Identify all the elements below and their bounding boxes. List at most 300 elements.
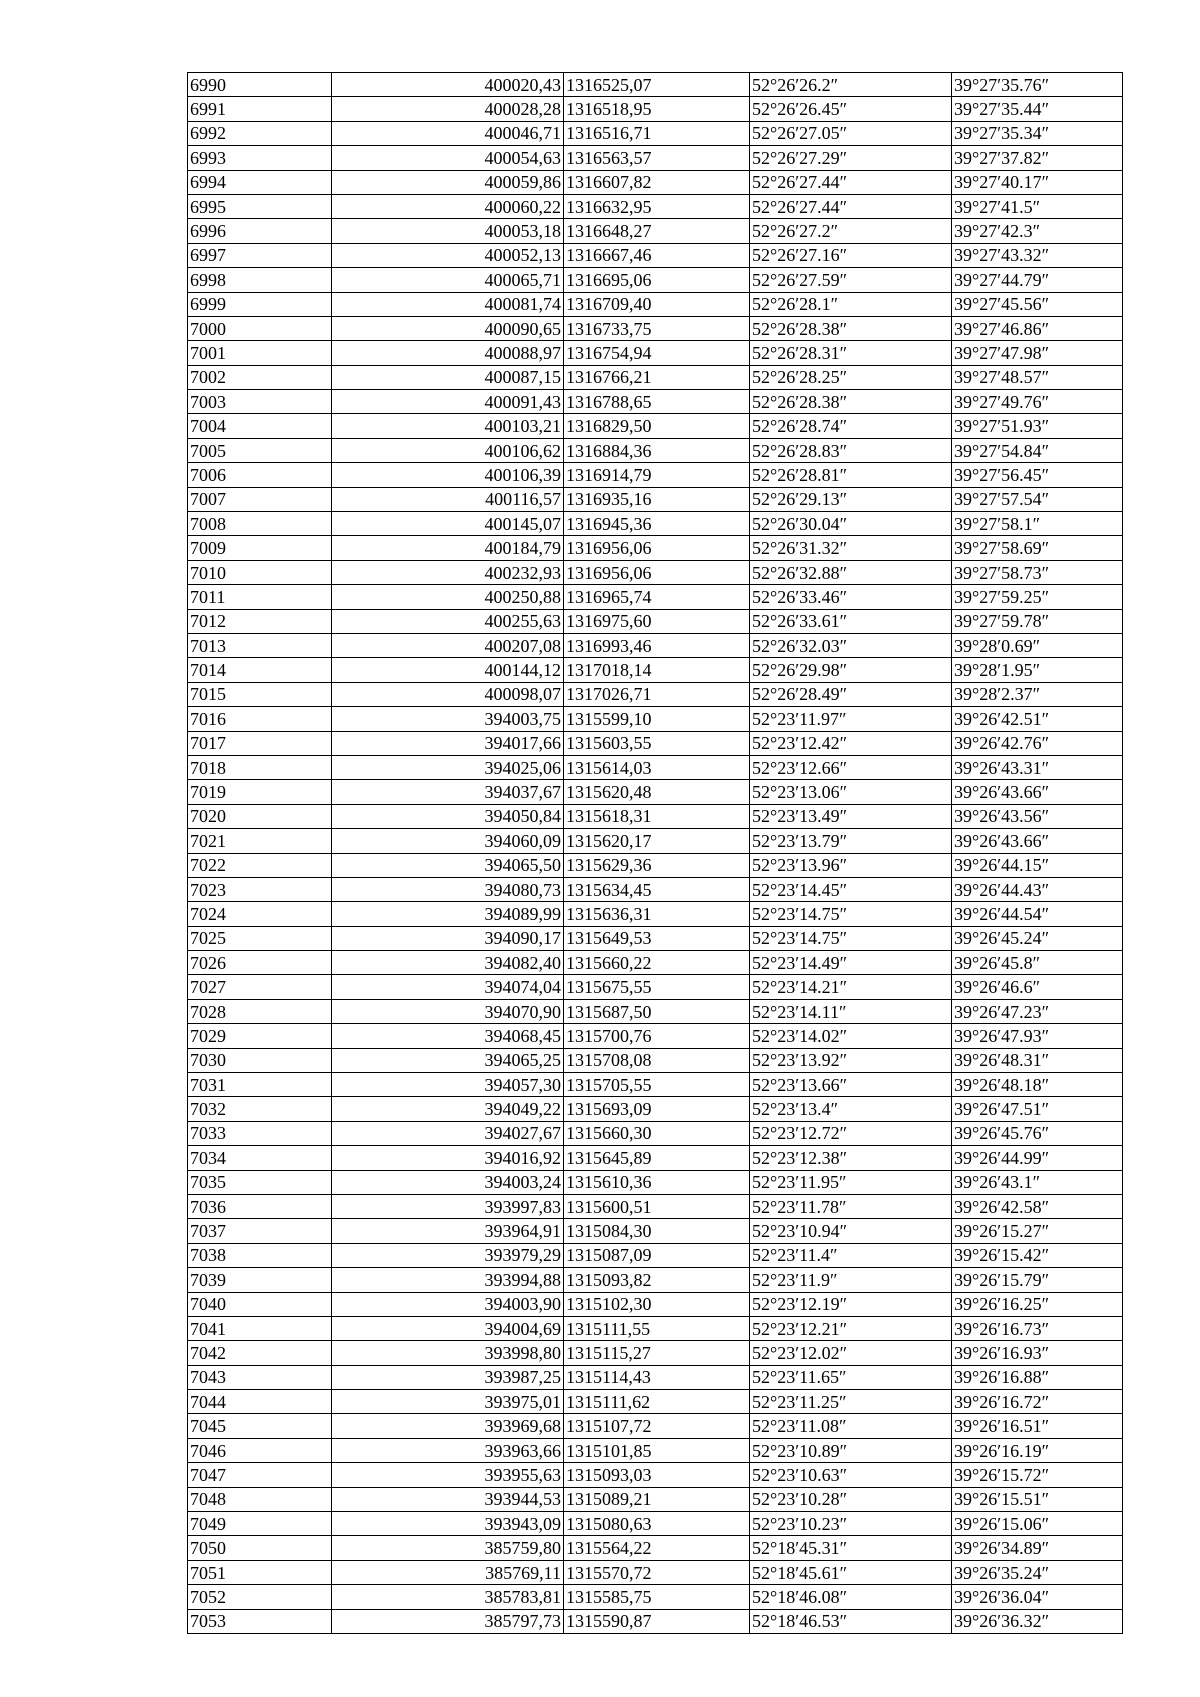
table-row [188, 1585, 1123, 1609]
x-coordinate-cell: 400028,28 [332, 97, 564, 121]
y-coordinate-cell: 1316956,06 [564, 536, 750, 560]
longitude-cell: 39°26′36.04″ [952, 1585, 1123, 1609]
latitude-cell: 52°23′13.79″ [750, 829, 952, 853]
y-coordinate-cell: 1315080,63 [564, 1512, 750, 1536]
x-coordinate-cell: 400103,21 [332, 414, 564, 438]
latitude-cell: 52°26′28.38″ [750, 316, 952, 340]
y-coordinate-cell: 1315101,85 [564, 1438, 750, 1462]
latitude-cell: 52°18′45.31″ [750, 1536, 952, 1560]
y-coordinate-cell: 1315620,17 [564, 829, 750, 853]
latitude-cell: 52°26′29.98″ [750, 658, 952, 682]
table-row [188, 243, 1123, 267]
latitude-cell: 52°26′28.83″ [750, 438, 952, 462]
y-coordinate-cell: 1316914,79 [564, 463, 750, 487]
latitude-cell: 52°23′12.72″ [750, 1121, 952, 1145]
latitude-cell: 52°26′31.32″ [750, 536, 952, 560]
y-coordinate-cell: 1316975,60 [564, 609, 750, 633]
x-coordinate-cell: 385769,11 [332, 1560, 564, 1584]
x-coordinate-cell: 400059,86 [332, 170, 564, 194]
table-row [188, 1097, 1123, 1121]
longitude-cell: 39°26′48.18″ [952, 1073, 1123, 1097]
longitude-cell: 39°26′44.99″ [952, 1146, 1123, 1170]
latitude-cell: 52°23′11.08″ [750, 1414, 952, 1438]
point-number-cell: 7032 [188, 1097, 332, 1121]
longitude-cell: 39°26′48.31″ [952, 1048, 1123, 1072]
latitude-cell: 52°18′46.53″ [750, 1609, 952, 1633]
point-number-cell: 7020 [188, 804, 332, 828]
x-coordinate-cell: 400046,71 [332, 121, 564, 145]
y-coordinate-cell: 1316667,46 [564, 243, 750, 267]
point-number-cell: 7033 [188, 1121, 332, 1145]
y-coordinate-cell: 1315620,48 [564, 780, 750, 804]
latitude-cell: 52°26′32.03″ [750, 633, 952, 657]
y-coordinate-cell: 1316956,06 [564, 560, 750, 584]
point-number-cell: 7019 [188, 780, 332, 804]
point-number-cell: 7017 [188, 731, 332, 755]
y-coordinate-cell: 1315645,89 [564, 1146, 750, 1170]
latitude-cell: 52°23′12.19″ [750, 1292, 952, 1316]
y-coordinate-cell: 1315590,87 [564, 1609, 750, 1633]
point-number-cell: 7006 [188, 463, 332, 487]
longitude-cell: 39°26′35.24″ [952, 1560, 1123, 1584]
x-coordinate-cell: 394089,99 [332, 902, 564, 926]
x-coordinate-cell: 400232,93 [332, 560, 564, 584]
longitude-cell: 39°26′15.79″ [952, 1268, 1123, 1292]
x-coordinate-cell: 400207,08 [332, 633, 564, 657]
longitude-cell: 39°27′41.5″ [952, 194, 1123, 218]
point-number-cell: 6991 [188, 97, 332, 121]
table-row [188, 365, 1123, 389]
y-coordinate-cell: 1315585,75 [564, 1585, 750, 1609]
point-number-cell: 7001 [188, 341, 332, 365]
x-coordinate-cell: 400020,43 [332, 73, 564, 97]
longitude-cell: 39°26′45.8″ [952, 951, 1123, 975]
longitude-cell: 39°26′46.6″ [952, 975, 1123, 999]
point-number-cell: 7022 [188, 853, 332, 877]
table-row [188, 1146, 1123, 1170]
table-row [188, 1292, 1123, 1316]
latitude-cell: 52°23′13.49″ [750, 804, 952, 828]
y-coordinate-cell: 1315649,53 [564, 926, 750, 950]
table-row [188, 414, 1123, 438]
longitude-cell: 39°27′35.76″ [952, 73, 1123, 97]
point-number-cell: 7041 [188, 1316, 332, 1340]
longitude-cell: 39°27′46.86″ [952, 316, 1123, 340]
latitude-cell: 52°23′13.06″ [750, 780, 952, 804]
point-number-cell: 6990 [188, 73, 332, 97]
y-coordinate-cell: 1315093,03 [564, 1463, 750, 1487]
latitude-cell: 52°26′33.46″ [750, 585, 952, 609]
coordinates-table [187, 72, 1123, 1634]
point-number-cell: 7036 [188, 1194, 332, 1218]
longitude-cell: 39°26′43.56″ [952, 804, 1123, 828]
latitude-cell: 52°26′27.16″ [750, 243, 952, 267]
x-coordinate-cell: 393997,83 [332, 1194, 564, 1218]
latitude-cell: 52°23′11.9″ [750, 1268, 952, 1292]
longitude-cell: 39°26′15.06″ [952, 1512, 1123, 1536]
y-coordinate-cell: 1316884,36 [564, 438, 750, 462]
longitude-cell: 39°27′58.1″ [952, 512, 1123, 536]
x-coordinate-cell: 394070,90 [332, 999, 564, 1023]
longitude-cell: 39°27′40.17″ [952, 170, 1123, 194]
y-coordinate-cell: 1315660,30 [564, 1121, 750, 1145]
y-coordinate-cell: 1315102,30 [564, 1292, 750, 1316]
point-number-cell: 7008 [188, 512, 332, 536]
latitude-cell: 52°23′14.21″ [750, 975, 952, 999]
x-coordinate-cell: 394027,67 [332, 1121, 564, 1145]
y-coordinate-cell: 1315687,50 [564, 999, 750, 1023]
point-number-cell: 6994 [188, 170, 332, 194]
latitude-cell: 52°23′13.96″ [750, 853, 952, 877]
point-number-cell: 7046 [188, 1438, 332, 1462]
table-row [188, 877, 1123, 901]
table-row [188, 755, 1123, 779]
latitude-cell: 52°23′12.02″ [750, 1341, 952, 1365]
latitude-cell: 52°23′10.28″ [750, 1487, 952, 1511]
table-row [188, 1073, 1123, 1097]
latitude-cell: 52°18′45.61″ [750, 1560, 952, 1584]
x-coordinate-cell: 400091,43 [332, 390, 564, 414]
longitude-cell: 39°27′43.32″ [952, 243, 1123, 267]
longitude-cell: 39°27′58.69″ [952, 536, 1123, 560]
y-coordinate-cell: 1316965,74 [564, 585, 750, 609]
point-number-cell: 7040 [188, 1292, 332, 1316]
x-coordinate-cell: 400060,22 [332, 194, 564, 218]
table-row [188, 121, 1123, 145]
point-number-cell: 6997 [188, 243, 332, 267]
point-number-cell: 7034 [188, 1146, 332, 1170]
table-row [188, 633, 1123, 657]
longitude-cell: 39°26′45.24″ [952, 926, 1123, 950]
longitude-cell: 39°28′0.69″ [952, 633, 1123, 657]
y-coordinate-cell: 1316632,95 [564, 194, 750, 218]
latitude-cell: 52°26′27.05″ [750, 121, 952, 145]
latitude-cell: 52°23′12.66″ [750, 755, 952, 779]
longitude-cell: 39°27′42.3″ [952, 219, 1123, 243]
x-coordinate-cell: 393994,88 [332, 1268, 564, 1292]
latitude-cell: 52°26′32.88″ [750, 560, 952, 584]
x-coordinate-cell: 393979,29 [332, 1243, 564, 1267]
x-coordinate-cell: 400087,15 [332, 365, 564, 389]
latitude-cell: 52°23′11.4″ [750, 1243, 952, 1267]
latitude-cell: 52°26′28.81″ [750, 463, 952, 487]
x-coordinate-cell: 394057,30 [332, 1073, 564, 1097]
x-coordinate-cell: 394060,09 [332, 829, 564, 853]
point-number-cell: 7039 [188, 1268, 332, 1292]
longitude-cell: 39°27′35.44″ [952, 97, 1123, 121]
y-coordinate-cell: 1315111,62 [564, 1390, 750, 1414]
latitude-cell: 52°26′27.44″ [750, 194, 952, 218]
table-row [188, 1536, 1123, 1560]
longitude-cell: 39°27′54.84″ [952, 438, 1123, 462]
y-coordinate-cell: 1316648,27 [564, 219, 750, 243]
table-row [188, 194, 1123, 218]
point-number-cell: 6993 [188, 146, 332, 170]
x-coordinate-cell: 400106,62 [332, 438, 564, 462]
table-row [188, 975, 1123, 999]
y-coordinate-cell: 1317026,71 [564, 682, 750, 706]
point-number-cell: 7044 [188, 1390, 332, 1414]
table-row [188, 1170, 1123, 1194]
point-number-cell: 7053 [188, 1609, 332, 1633]
x-coordinate-cell: 400250,88 [332, 585, 564, 609]
x-coordinate-cell: 393955,63 [332, 1463, 564, 1487]
point-number-cell: 7007 [188, 487, 332, 511]
point-number-cell: 7025 [188, 926, 332, 950]
point-number-cell: 7031 [188, 1073, 332, 1097]
point-number-cell: 7012 [188, 609, 332, 633]
longitude-cell: 39°26′15.42″ [952, 1243, 1123, 1267]
table-row [188, 1243, 1123, 1267]
longitude-cell: 39°27′49.76″ [952, 390, 1123, 414]
latitude-cell: 52°26′28.31″ [750, 341, 952, 365]
table-row [188, 1024, 1123, 1048]
x-coordinate-cell: 393944,53 [332, 1487, 564, 1511]
point-number-cell: 7023 [188, 877, 332, 901]
longitude-cell: 39°26′47.23″ [952, 999, 1123, 1023]
longitude-cell: 39°26′16.25″ [952, 1292, 1123, 1316]
table-row [188, 682, 1123, 706]
y-coordinate-cell: 1315114,43 [564, 1365, 750, 1389]
longitude-cell: 39°27′56.45″ [952, 463, 1123, 487]
longitude-cell: 39°26′42.51″ [952, 707, 1123, 731]
x-coordinate-cell: 394090,17 [332, 926, 564, 950]
x-coordinate-cell: 393964,91 [332, 1219, 564, 1243]
latitude-cell: 52°26′26.45″ [750, 97, 952, 121]
x-coordinate-cell: 394003,24 [332, 1170, 564, 1194]
longitude-cell: 39°26′43.66″ [952, 780, 1123, 804]
latitude-cell: 52°26′28.38″ [750, 390, 952, 414]
point-number-cell: 7010 [188, 560, 332, 584]
longitude-cell: 39°27′51.93″ [952, 414, 1123, 438]
latitude-cell: 52°23′14.49″ [750, 951, 952, 975]
y-coordinate-cell: 1315107,72 [564, 1414, 750, 1438]
y-coordinate-cell: 1316607,82 [564, 170, 750, 194]
x-coordinate-cell: 394004,69 [332, 1316, 564, 1340]
y-coordinate-cell: 1315629,36 [564, 853, 750, 877]
table-row [188, 292, 1123, 316]
x-coordinate-cell: 400065,71 [332, 268, 564, 292]
y-coordinate-cell: 1316695,06 [564, 268, 750, 292]
y-coordinate-cell: 1316563,57 [564, 146, 750, 170]
table-row [188, 609, 1123, 633]
point-number-cell: 7030 [188, 1048, 332, 1072]
latitude-cell: 52°26′27.59″ [750, 268, 952, 292]
latitude-cell: 52°23′11.78″ [750, 1194, 952, 1218]
y-coordinate-cell: 1315599,10 [564, 707, 750, 731]
longitude-cell: 39°27′48.57″ [952, 365, 1123, 389]
latitude-cell: 52°26′27.29″ [750, 146, 952, 170]
table-row [188, 1268, 1123, 1292]
x-coordinate-cell: 400106,39 [332, 463, 564, 487]
point-number-cell: 7004 [188, 414, 332, 438]
point-number-cell: 7026 [188, 951, 332, 975]
y-coordinate-cell: 1315600,51 [564, 1194, 750, 1218]
latitude-cell: 52°23′10.89″ [750, 1438, 952, 1462]
y-coordinate-cell: 1315700,76 [564, 1024, 750, 1048]
point-number-cell: 7016 [188, 707, 332, 731]
longitude-cell: 39°27′57.54″ [952, 487, 1123, 511]
latitude-cell: 52°26′27.2″ [750, 219, 952, 243]
longitude-cell: 39°27′59.25″ [952, 585, 1123, 609]
latitude-cell: 52°26′33.61″ [750, 609, 952, 633]
x-coordinate-cell: 394068,45 [332, 1024, 564, 1048]
longitude-cell: 39°28′2.37″ [952, 682, 1123, 706]
table-row [188, 1048, 1123, 1072]
longitude-cell: 39°26′16.51″ [952, 1414, 1123, 1438]
x-coordinate-cell: 394065,25 [332, 1048, 564, 1072]
point-number-cell: 6998 [188, 268, 332, 292]
table-row [188, 1365, 1123, 1389]
longitude-cell: 39°26′44.15″ [952, 853, 1123, 877]
longitude-cell: 39°27′58.73″ [952, 560, 1123, 584]
longitude-cell: 39°26′16.73″ [952, 1316, 1123, 1340]
y-coordinate-cell: 1315089,21 [564, 1487, 750, 1511]
latitude-cell: 52°26′30.04″ [750, 512, 952, 536]
latitude-cell: 52°23′11.25″ [750, 1390, 952, 1414]
x-coordinate-cell: 394049,22 [332, 1097, 564, 1121]
table-row [188, 390, 1123, 414]
x-coordinate-cell: 393963,66 [332, 1438, 564, 1462]
table-row [188, 1609, 1123, 1633]
table-row [188, 97, 1123, 121]
table-row [188, 902, 1123, 926]
point-number-cell: 7018 [188, 755, 332, 779]
point-number-cell: 6995 [188, 194, 332, 218]
y-coordinate-cell: 1316829,50 [564, 414, 750, 438]
table-row [188, 1414, 1123, 1438]
latitude-cell: 52°23′14.02″ [750, 1024, 952, 1048]
x-coordinate-cell: 394074,04 [332, 975, 564, 999]
longitude-cell: 39°26′44.43″ [952, 877, 1123, 901]
table-row [188, 1463, 1123, 1487]
point-number-cell: 7011 [188, 585, 332, 609]
point-number-cell: 6996 [188, 219, 332, 243]
table-row [188, 829, 1123, 853]
y-coordinate-cell: 1315660,22 [564, 951, 750, 975]
x-coordinate-cell: 400052,13 [332, 243, 564, 267]
point-number-cell: 7050 [188, 1536, 332, 1560]
point-number-cell: 7013 [188, 633, 332, 657]
latitude-cell: 52°23′13.92″ [750, 1048, 952, 1072]
x-coordinate-cell: 400184,79 [332, 536, 564, 560]
latitude-cell: 52°23′12.38″ [750, 1146, 952, 1170]
table-row [188, 487, 1123, 511]
latitude-cell: 52°26′28.25″ [750, 365, 952, 389]
point-number-cell: 7038 [188, 1243, 332, 1267]
table-row [188, 1219, 1123, 1243]
x-coordinate-cell: 394003,75 [332, 707, 564, 731]
table-row [188, 73, 1123, 97]
latitude-cell: 52°23′14.45″ [750, 877, 952, 901]
table-row [188, 999, 1123, 1023]
table-row [188, 926, 1123, 950]
point-number-cell: 7049 [188, 1512, 332, 1536]
point-number-cell: 7037 [188, 1219, 332, 1243]
table-row [188, 1438, 1123, 1462]
point-number-cell: 7014 [188, 658, 332, 682]
table-row [188, 438, 1123, 462]
y-coordinate-cell: 1315570,72 [564, 1560, 750, 1584]
point-number-cell: 7048 [188, 1487, 332, 1511]
point-number-cell: 7051 [188, 1560, 332, 1584]
longitude-cell: 39°26′47.51″ [952, 1097, 1123, 1121]
table-row [188, 1487, 1123, 1511]
point-number-cell: 7043 [188, 1365, 332, 1389]
x-coordinate-cell: 393969,68 [332, 1414, 564, 1438]
latitude-cell: 52°23′10.94″ [750, 1219, 952, 1243]
latitude-cell: 52°23′10.23″ [750, 1512, 952, 1536]
y-coordinate-cell: 1315614,03 [564, 755, 750, 779]
latitude-cell: 52°26′28.49″ [750, 682, 952, 706]
longitude-cell: 39°27′47.98″ [952, 341, 1123, 365]
y-coordinate-cell: 1315084,30 [564, 1219, 750, 1243]
table-row [188, 560, 1123, 584]
longitude-cell: 39°26′16.93″ [952, 1341, 1123, 1365]
y-coordinate-cell: 1315111,55 [564, 1316, 750, 1340]
longitude-cell: 39°26′43.31″ [952, 755, 1123, 779]
longitude-cell: 39°27′35.34″ [952, 121, 1123, 145]
table-row [188, 585, 1123, 609]
y-coordinate-cell: 1316754,94 [564, 341, 750, 365]
table-row [188, 951, 1123, 975]
longitude-cell: 39°26′42.58″ [952, 1194, 1123, 1218]
y-coordinate-cell: 1315675,55 [564, 975, 750, 999]
longitude-cell: 39°26′16.72″ [952, 1390, 1123, 1414]
x-coordinate-cell: 400098,07 [332, 682, 564, 706]
point-number-cell: 7052 [188, 1585, 332, 1609]
longitude-cell: 39°26′42.76″ [952, 731, 1123, 755]
x-coordinate-cell: 400053,18 [332, 219, 564, 243]
latitude-cell: 52°26′28.74″ [750, 414, 952, 438]
table-row [188, 804, 1123, 828]
point-number-cell: 7042 [188, 1341, 332, 1365]
point-number-cell: 7002 [188, 365, 332, 389]
latitude-cell: 52°26′27.44″ [750, 170, 952, 194]
point-number-cell: 7045 [188, 1414, 332, 1438]
point-number-cell: 7047 [188, 1463, 332, 1487]
longitude-cell: 39°26′34.89″ [952, 1536, 1123, 1560]
longitude-cell: 39°27′37.82″ [952, 146, 1123, 170]
latitude-cell: 52°18′46.08″ [750, 1585, 952, 1609]
table-row [188, 316, 1123, 340]
latitude-cell: 52°23′12.42″ [750, 731, 952, 755]
x-coordinate-cell: 400054,63 [332, 146, 564, 170]
y-coordinate-cell: 1316945,36 [564, 512, 750, 536]
longitude-cell: 39°26′43.66″ [952, 829, 1123, 853]
point-number-cell: 7029 [188, 1024, 332, 1048]
x-coordinate-cell: 385783,81 [332, 1585, 564, 1609]
point-number-cell: 7003 [188, 390, 332, 414]
table-row [188, 658, 1123, 682]
longitude-cell: 39°26′36.32″ [952, 1609, 1123, 1633]
table-row [188, 1121, 1123, 1145]
latitude-cell: 52°23′14.75″ [750, 902, 952, 926]
longitude-cell: 39°28′1.95″ [952, 658, 1123, 682]
y-coordinate-cell: 1315087,09 [564, 1243, 750, 1267]
latitude-cell: 52°23′10.63″ [750, 1463, 952, 1487]
x-coordinate-cell: 394065,50 [332, 853, 564, 877]
table-row [188, 1390, 1123, 1414]
y-coordinate-cell: 1316516,71 [564, 121, 750, 145]
x-coordinate-cell: 385759,80 [332, 1536, 564, 1560]
table-row [188, 1341, 1123, 1365]
longitude-cell: 39°26′15.72″ [952, 1463, 1123, 1487]
longitude-cell: 39°26′47.93″ [952, 1024, 1123, 1048]
x-coordinate-cell: 393975,01 [332, 1390, 564, 1414]
longitude-cell: 39°26′15.27″ [952, 1219, 1123, 1243]
point-number-cell: 7028 [188, 999, 332, 1023]
